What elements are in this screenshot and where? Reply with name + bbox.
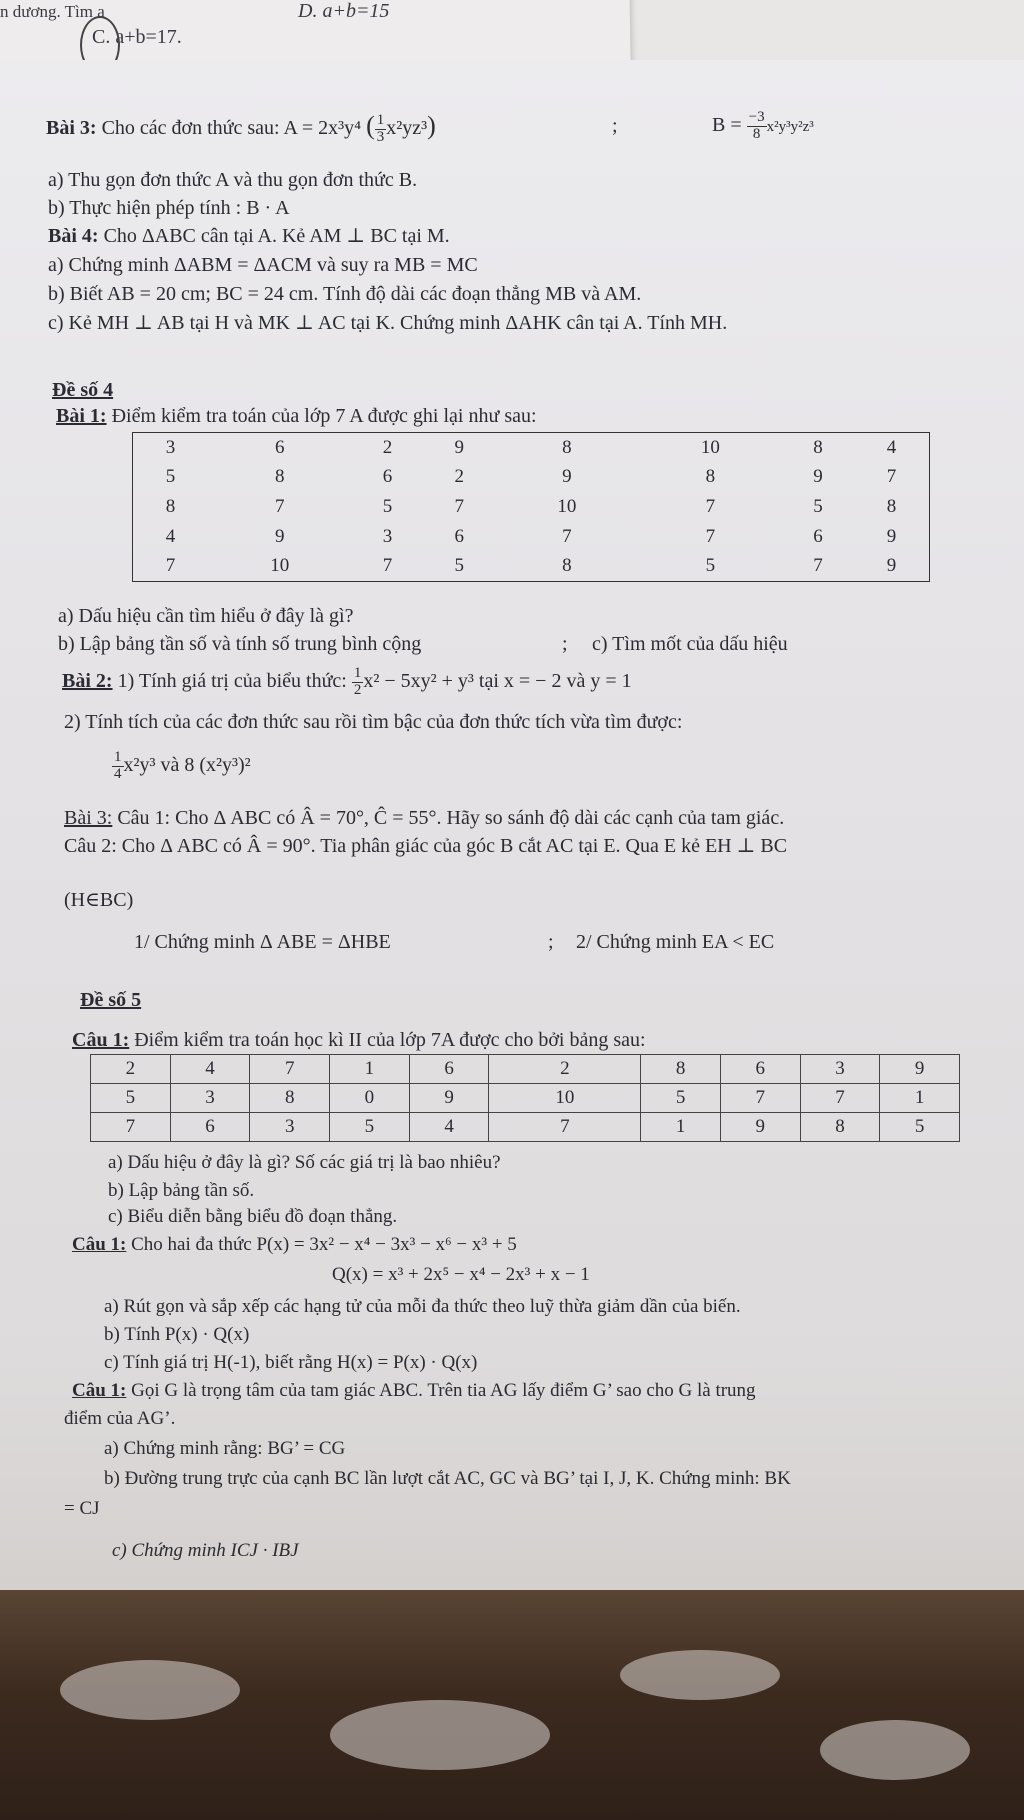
table-cell: 7 — [165, 555, 176, 577]
table-cell: 4 — [886, 436, 897, 458]
bai3-line — [46, 110, 436, 146]
de4-question-sep: ; — [562, 633, 568, 655]
table-cell: 6 — [409, 1055, 489, 1084]
de4-score-table — [132, 432, 930, 582]
de5-question-b: b) Lập bảng tần số. — [108, 1180, 255, 1201]
de5-cau1-line — [72, 1028, 646, 1052]
table-cell: 10 — [489, 1084, 641, 1113]
bai3-b-head: B = — [712, 113, 742, 136]
table-cell: 5 — [330, 1113, 410, 1142]
bai3-b-expression — [712, 110, 814, 143]
table-cell: 7 — [813, 555, 823, 577]
table-cell: 9 — [454, 436, 464, 458]
table-row — [133, 522, 930, 552]
top-left-fragment-text: n dương. Tìm a — [0, 2, 105, 21]
table-cell: 8 — [886, 495, 897, 517]
table-cell: 7 — [720, 1084, 800, 1113]
table-cell: 8 — [705, 466, 716, 488]
table-cell: 4 — [165, 525, 176, 547]
bai4-title: Bài 4: — [48, 225, 99, 247]
table-cell: 8 — [562, 555, 572, 577]
floor-light-patch — [620, 1650, 780, 1700]
de4-question-a: a) Dấu hiệu cần tìm hiểu ở đây là gì? — [58, 605, 354, 627]
table-cell: 9 — [275, 525, 285, 547]
de4-bai3-q2: 2/ Chứng minh EA < EC — [576, 931, 775, 953]
bai4-part-c: c) Kẻ MH ⊥ AB tại H và MK ⊥ AC tại K. Chứng minh ΔAHK cân tại A. Tính MH. — [48, 312, 728, 334]
de4-bai1-intro: Điểm kiểm tra toán của lớp 7 A được ghi lại như sau: — [111, 405, 537, 427]
table-row — [133, 463, 930, 493]
de5-cau2-c: c) Tính giá trị H(-1), biết rằng H(x) = P(x) · Q(x) — [104, 1352, 478, 1373]
table-cell: 9 — [562, 466, 572, 488]
de5-cau2-title: Câu 1: — [72, 1234, 127, 1255]
de5-cau3-c: c) Chứng minh ICJ · IBJ — [112, 1540, 299, 1561]
table-row — [133, 492, 930, 522]
de5-cau2-p: Cho hai đa thức P(x) = 3x² − x⁴ − 3x³ − x⁶ − x³ + 5 — [131, 1234, 517, 1255]
table-cell: 5 — [641, 1084, 721, 1113]
bai3-title: Bài 3: — [46, 117, 97, 139]
option-c: C. a+b=17. — [92, 26, 182, 48]
table-cell: 7 — [382, 555, 393, 577]
de5-cau2-line — [72, 1234, 517, 1257]
de5-cau2-b: b) Tính P(x) · Q(x) — [104, 1324, 250, 1345]
table-cell: 1 — [880, 1084, 960, 1113]
de4-heading: Đề số 4 — [52, 379, 114, 401]
floor-light-patch — [820, 1720, 970, 1780]
bai4-intro: Cho ΔABC cân tại A. Kẻ AM ⊥ BC tại M. — [103, 225, 450, 247]
option-d: D. a+b=15 — [298, 0, 390, 22]
de4-bai3-h: (H∈BC) — [64, 889, 134, 911]
table-cell: 6 — [813, 525, 823, 547]
bai3-part-a: a) Thu gọn đơn thức A và thu gọn đơn thức B. — [48, 169, 418, 191]
paren-close: ) — [427, 111, 436, 140]
table-cell: 7 — [800, 1084, 880, 1113]
table-cell: 7 — [250, 1055, 330, 1084]
de5-cau1-intro: Điểm kiểm tra toán học kì II của lớp 7A được cho bởi bảng sau: — [134, 1029, 646, 1051]
table-cell: 0 — [330, 1084, 410, 1113]
de5-heading: Đề số 5 — [80, 989, 142, 1011]
de4-bai2-1-head: 1) Tính giá trị của biểu thức: — [117, 669, 347, 692]
table-cell: 8 — [165, 495, 176, 517]
table-cell: 7 — [886, 466, 897, 488]
table-cell: 2 — [489, 1055, 641, 1084]
de5-cau3-intro2: điểm của AG’. — [64, 1408, 176, 1429]
table-row — [91, 1113, 960, 1142]
table-cell: 10 — [270, 555, 290, 577]
table-cell: 6 — [382, 466, 393, 488]
de4-bai1-line — [56, 404, 537, 428]
bai3-b-fraction — [747, 110, 767, 143]
frac-den: 2 — [353, 681, 362, 698]
table-cell: 7 — [562, 525, 572, 547]
table-cell: 9 — [886, 525, 897, 547]
table-cell: 2 — [382, 436, 393, 458]
table-cell: 4 — [409, 1113, 489, 1142]
table-cell: 8 — [813, 436, 823, 458]
table-cell: 7 — [454, 495, 464, 517]
de5-cau3-b: b) Đường trung trực của cạnh BC lần lượt cắt AC, GC và BG’ tại I, J, K. Chứng minh: BK — [104, 1468, 791, 1489]
table-cell: 8 — [800, 1113, 880, 1142]
table-cell: 9 — [409, 1084, 489, 1113]
table-cell: 3 — [250, 1113, 330, 1142]
table-cell: 2 — [91, 1055, 171, 1084]
de4-bai3-sep: ; — [548, 931, 554, 953]
de4-bai3-cau2: Câu 2: Cho Δ ABC có Â = 90°. Tia phân giác của góc B cắt AC tại E. Qua E kẻ EH ⊥ BC — [64, 835, 788, 857]
de5-score-table — [90, 1054, 960, 1142]
frac-num: 1 — [376, 112, 385, 129]
table-cell: 5 — [165, 466, 176, 488]
table-cell: 5 — [813, 495, 823, 517]
de4-question-b: b) Lập bảng tần số và tính số trung bình cộng — [58, 633, 422, 655]
frac-num: 1 — [114, 749, 122, 765]
table-cell: 3 — [165, 436, 176, 458]
de4-bai2-line — [62, 666, 632, 699]
de5-cau3-line — [72, 1380, 756, 1403]
table-cell: 10 — [700, 436, 720, 458]
table-cell: 3 — [800, 1055, 880, 1084]
de4-bai2-title: Bài 2: — [62, 669, 113, 692]
de4-bai2-2-tail: x²y³ và 8 (x²y³)² — [123, 753, 251, 776]
de5-cau3-a: a) Chứng minh rằng: BG’ = CG — [104, 1438, 346, 1459]
de4-bai3-title: Bài 3: — [64, 807, 113, 829]
floor-light-patch — [60, 1660, 240, 1720]
bai3-separator: ; — [612, 115, 618, 137]
table-cell: 3 — [382, 525, 393, 547]
bai4-part-b: b) Biết AB = 20 cm; BC = 24 cm. Tính độ dài các đoạn thẳng MB và AM. — [48, 283, 642, 305]
table-cell: 8 — [250, 1084, 330, 1113]
table-cell: 7 — [91, 1113, 171, 1142]
frac-den: 4 — [114, 765, 122, 782]
de4-bai2-1-fraction — [352, 666, 364, 699]
de4-bai2-1-tail: x² − 5xy² + y³ tại x = − 2 và y = 1 — [363, 669, 632, 692]
table-cell: 7 — [489, 1113, 641, 1142]
de5-cau3-b2: = CJ — [64, 1498, 100, 1519]
de5-cau2-q: Q(x) = x³ + 2x⁵ − x⁴ − 2x³ + x − 1 — [332, 1264, 590, 1285]
de5-cau2-a: a) Rút gọn và sắp xếp các hạng tử của mỗi đa thức theo luỹ thừa giảm dần của biến. — [104, 1296, 741, 1317]
table-row — [91, 1055, 960, 1084]
table-cell: 6 — [170, 1113, 250, 1142]
table-cell: 1 — [330, 1055, 410, 1084]
table-cell: 8 — [562, 436, 572, 458]
table-cell: 4 — [170, 1055, 250, 1084]
table-cell: 8 — [275, 466, 285, 488]
table-cell: 5 — [382, 495, 393, 517]
de4-bai2-part2: 2) Tính tích của các đơn thức sau rồi tìm bậc của đơn thức tích vừa tìm được: — [64, 711, 683, 733]
bai3-b-tail: x²y³y²z³ — [766, 118, 814, 135]
de4-question-c: c) Tìm mốt của dấu hiệu — [592, 633, 788, 655]
table-row — [133, 433, 930, 463]
de5-question-c: c) Biểu diễn bằng biểu đồ đoạn thẳng. — [108, 1206, 398, 1227]
frac-num: −3 — [748, 109, 765, 125]
table-cell: 10 — [557, 495, 577, 517]
table-cell: 9 — [886, 555, 897, 577]
table-cell: 6 — [275, 436, 285, 458]
de5-cau1-title: Câu 1: — [72, 1029, 130, 1051]
table-cell: 9 — [720, 1113, 800, 1142]
bai3-part-b: b) Thực hiện phép tính : B · A — [48, 197, 290, 219]
bai4-part-a: a) Chứng minh ΔABM = ΔACM và suy ra MB = MC — [48, 254, 478, 276]
table-cell: 9 — [813, 466, 823, 488]
bai3-intro: Cho các đơn thức sau: A = 2x³y⁴ — [101, 117, 362, 139]
table-cell: 3 — [170, 1084, 250, 1113]
floor-light-patch — [330, 1700, 550, 1770]
table-cell: 7 — [705, 495, 716, 517]
frac-den: 3 — [376, 128, 385, 145]
bai3-a-fraction — [375, 113, 387, 146]
de5-question-a: a) Dấu hiệu ở đây là gì? Số các giá trị là bao nhiêu? — [108, 1152, 501, 1173]
table-cell: 7 — [275, 495, 285, 517]
de4-bai3-line — [64, 806, 784, 830]
de5-cau3-intro: Gọi G là trọng tâm của tam giác ABC. Trên tia AG lấy điểm G’ sao cho G là trung — [131, 1380, 756, 1401]
table-cell: 5 — [880, 1113, 960, 1142]
table-cell: 6 — [454, 525, 464, 547]
de4-bai3-cau1: Câu 1: Cho Δ ABC có Â = 70°, Ĉ = 55°. Hãy so sánh độ dài các cạnh của tam giác. — [117, 807, 785, 829]
bai4-line — [48, 224, 450, 248]
table-row — [91, 1084, 960, 1113]
bai3-a-tail: x²yz³ — [386, 117, 428, 139]
table-cell: 2 — [454, 466, 464, 488]
frac-num: 1 — [353, 665, 362, 681]
de5-cau3-title: Câu 1: — [72, 1380, 127, 1401]
table-cell: 9 — [880, 1055, 960, 1084]
table-cell: 6 — [720, 1055, 800, 1084]
table-cell: 8 — [641, 1055, 721, 1084]
table-cell: 7 — [705, 525, 716, 547]
de4-bai3-q1: 1/ Chứng minh Δ ABE = ΔHBE — [134, 931, 391, 953]
paren-open: ( — [366, 111, 375, 140]
de4-bai1-title: Bài 1: — [56, 405, 107, 427]
table-cell: 5 — [454, 555, 464, 577]
table-cell: 5 — [705, 555, 716, 577]
de4-bai2-2-expression — [112, 750, 251, 783]
frac-den: 8 — [752, 125, 761, 142]
de4-bai2-2-fraction — [112, 750, 124, 783]
table-row — [133, 551, 930, 581]
table-cell: 5 — [91, 1084, 171, 1113]
table-cell: 1 — [641, 1113, 721, 1142]
